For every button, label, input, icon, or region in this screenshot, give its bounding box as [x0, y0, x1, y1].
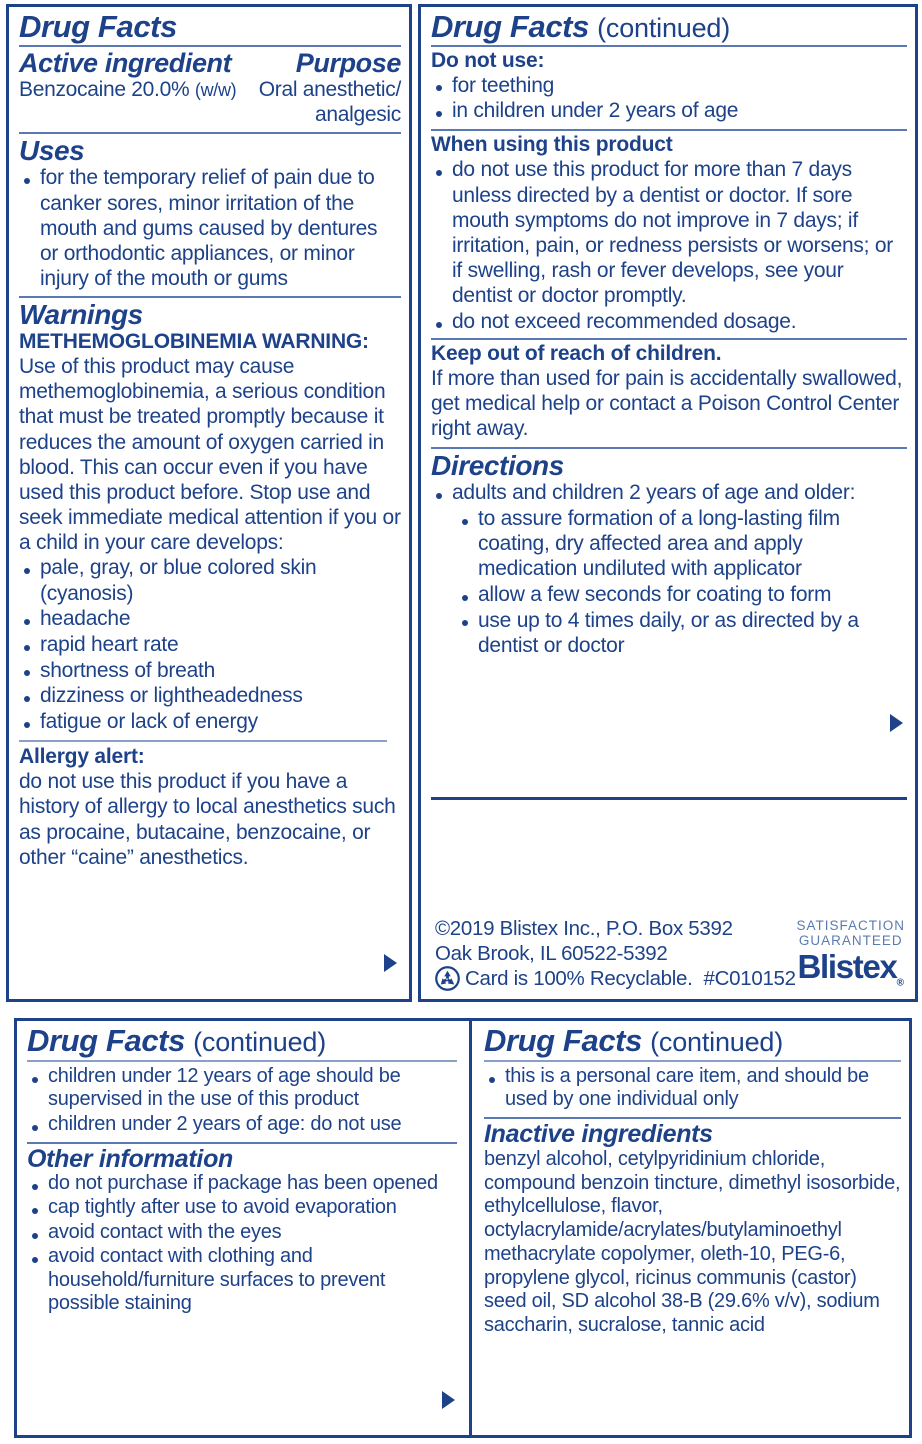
active-ingredient-value-row — [19, 78, 401, 128]
list-item: dizziness or lightheadedness — [19, 683, 401, 708]
divider — [19, 132, 401, 134]
purpose-value — [236, 78, 401, 128]
list-item: use up to 4 times daily, or as directed by a dentist or doctor — [457, 608, 907, 658]
footer — [421, 916, 915, 999]
active-ingredient-units: (w/w) — [194, 80, 237, 101]
manufacturer-address — [435, 916, 796, 991]
when-using-list — [431, 157, 907, 334]
panel-bottom-left-continued-list — [27, 1065, 461, 1137]
active-ingredient-name: Benzocaine 20.0% — [19, 78, 190, 102]
keep-out-of-reach-body: If more than used for pain is accidentally swallowed, get medical help or contact a Poison Control Center right away. — [431, 367, 903, 441]
list-item: shortness of breath — [19, 658, 401, 683]
warnings-heading: Warnings — [19, 299, 143, 331]
panel-bottom-right-continued-list — [484, 1065, 901, 1113]
panel-top-right-title-main: Drug Facts — [431, 9, 589, 44]
other-information-list — [27, 1172, 461, 1316]
list-item: to assure formation of a long-lasting film coating, dry affected area and apply medication undiluted with applicator — [457, 506, 907, 582]
list-item: avoid contact with the eyes — [27, 1221, 461, 1245]
recycle-icon — [435, 966, 460, 991]
divider — [19, 740, 387, 742]
list-item: for teething — [431, 73, 907, 98]
panel-bottom-right-title-continued: (continued) — [650, 1027, 784, 1057]
divider — [484, 1117, 901, 1119]
panel-bottom-left — [17, 1021, 469, 1435]
recycle-line — [435, 966, 796, 991]
panel-bottom-left-title-continued: (continued) — [193, 1027, 327, 1057]
panel-top-left — [6, 4, 412, 1002]
list-item: cap tightly after use to avoid evaporation — [27, 1196, 461, 1220]
divider — [431, 129, 907, 131]
item-code: #C010152 — [703, 967, 796, 990]
divider — [431, 447, 907, 449]
list-item: do not use this product for more than 7 days unless directed by a dentist or doctor. If sore mouth symptoms do not improve in 7 days; if irritation, pain, or redness persists or worsens; or if swelling, rash or fever develops, see your dentist or doctor promptly. — [431, 157, 907, 308]
divider — [19, 45, 401, 47]
list-item: this is a personal care item, and should be used by one individual only — [484, 1065, 901, 1113]
panel-bottom-right-title-main: Drug Facts — [484, 1023, 642, 1058]
methemoglobinemia-symptoms-list — [19, 555, 401, 734]
purpose-value-line1: Oral anesthetic/ — [258, 78, 401, 102]
active-ingredient-heading: Active ingredient — [19, 47, 232, 78]
blistex-brand-block — [796, 918, 905, 991]
copyright-line-2: Oak Brook, IL 60522-5392 — [435, 942, 668, 965]
active-ingredient-heading-row — [19, 49, 401, 78]
divider — [431, 797, 907, 800]
panel-top-left-title: Drug Facts — [19, 9, 177, 44]
panel-bottom-left-title-main: Drug Facts — [27, 1023, 185, 1058]
when-using-heading: When using this product — [431, 133, 673, 157]
inactive-ingredients-body: benzyl alcohol, cetylpyridinium chloride, compound benzoin tincture, dimethyl isosorbide, ethylcellulose, flavor, octylacrylamide/acrylates/butylaminoethyl methacrylate copolymer, oleth-10, PEG-6, propylene glycol, ricinus communis (castor) seed oil, SD alcohol 38-B (29.6% v/v), sodium saccharin, sucralose, tannic acid — [484, 1147, 901, 1337]
recycle-text: Card is 100% Recyclable. — [465, 967, 693, 990]
directions-heading: Directions — [431, 449, 564, 481]
directions-list — [431, 480, 907, 505]
list-item: children under 12 years of age should be supervised in the use of this product — [27, 1065, 461, 1113]
list-item: rapid heart rate — [19, 632, 401, 657]
allergy-alert-body: do not use this product if you have a history of allergy to local anesthetics such as procaine, butacaine, benzocaine, or other “caine” anesthetics. — [19, 770, 396, 869]
list-item: do not exceed recommended dosage. — [431, 309, 907, 334]
list-item: do not purchase if package has been opened — [27, 1172, 461, 1196]
satisfaction-guaranteed-line-2: GUARANTEED — [798, 933, 903, 949]
directions-sublist — [431, 506, 907, 658]
list-item: allow a few seconds for coating to form — [457, 582, 907, 607]
uses-list — [19, 165, 401, 291]
other-information-heading: Other information — [27, 1144, 234, 1173]
active-ingredient-value — [19, 78, 236, 128]
methemoglobinemia-warning-title: METHEMOGLOBINEMIA WARNING: — [19, 330, 369, 354]
panel-bottom-left-title — [27, 1025, 461, 1057]
list-item: avoid contact with clothing and household/furniture surfaces to prevent possible staining — [27, 1245, 461, 1316]
purpose-value-line2: analgesic — [314, 102, 401, 126]
divider — [431, 338, 907, 340]
list-item: in children under 2 years of age — [431, 98, 907, 123]
satisfaction-guaranteed-line-1: SATISFACTION — [796, 917, 905, 933]
inactive-ingredients-heading: Inactive ingredients — [484, 1120, 713, 1149]
panel-bottom-row — [14, 1018, 912, 1438]
methemoglobinemia-warning-body: Use of this product may cause methemoglobinemia, a serious condition that must be treated promptly because it reduces the amount of oxygen carried in blood. This can occur even if you have used this product before. Stop use and seek immediate medical attention if you or a child in your care develops: — [19, 354, 401, 555]
uses-heading: Uses — [19, 134, 85, 166]
copyright-line-1: ©2019 Blistex Inc., P.O. Box 5392 — [435, 917, 733, 940]
list-item: pale, gray, or blue colored skin (cyanosis) — [19, 555, 401, 605]
do-not-use-list — [431, 73, 907, 124]
panel-top-right-title-continued: (continued) — [597, 13, 731, 43]
continuation-arrow-icon — [442, 1391, 455, 1409]
panel-top-right — [418, 4, 918, 1002]
list-item: headache — [19, 606, 401, 631]
list-item: fatigue or lack of energy — [19, 709, 401, 734]
divider — [27, 1060, 457, 1062]
panel-top-right-title — [431, 11, 907, 43]
do-not-use-heading: Do not use: — [431, 48, 545, 72]
list-item: children under 2 years of age: do not use — [27, 1113, 461, 1137]
continuation-arrow-icon — [384, 954, 397, 972]
list-item: for the temporary relief of pain due to canker sores, minor irritation of the mouth and gums caused by dentures or orthodontic appliances, or minor injury of the mouth or gums — [19, 165, 401, 291]
divider — [27, 1142, 457, 1144]
blistex-logo — [797, 950, 904, 989]
blistex-logo-text: Blistex — [797, 948, 897, 986]
panel-bottom-right-title — [484, 1025, 901, 1057]
keep-out-of-reach-heading: Keep out of reach of children. — [431, 342, 722, 366]
registered-trademark-icon: ® — [896, 978, 904, 989]
panel-bottom-right — [472, 1021, 909, 1435]
divider — [431, 45, 907, 47]
divider — [484, 1060, 901, 1062]
divider — [19, 296, 401, 298]
list-item: adults and children 2 years of age and older: — [431, 480, 907, 505]
continuation-arrow-icon — [890, 714, 903, 732]
purpose-heading: Purpose — [295, 47, 401, 78]
allergy-alert-heading: Allergy alert: — [19, 745, 145, 769]
